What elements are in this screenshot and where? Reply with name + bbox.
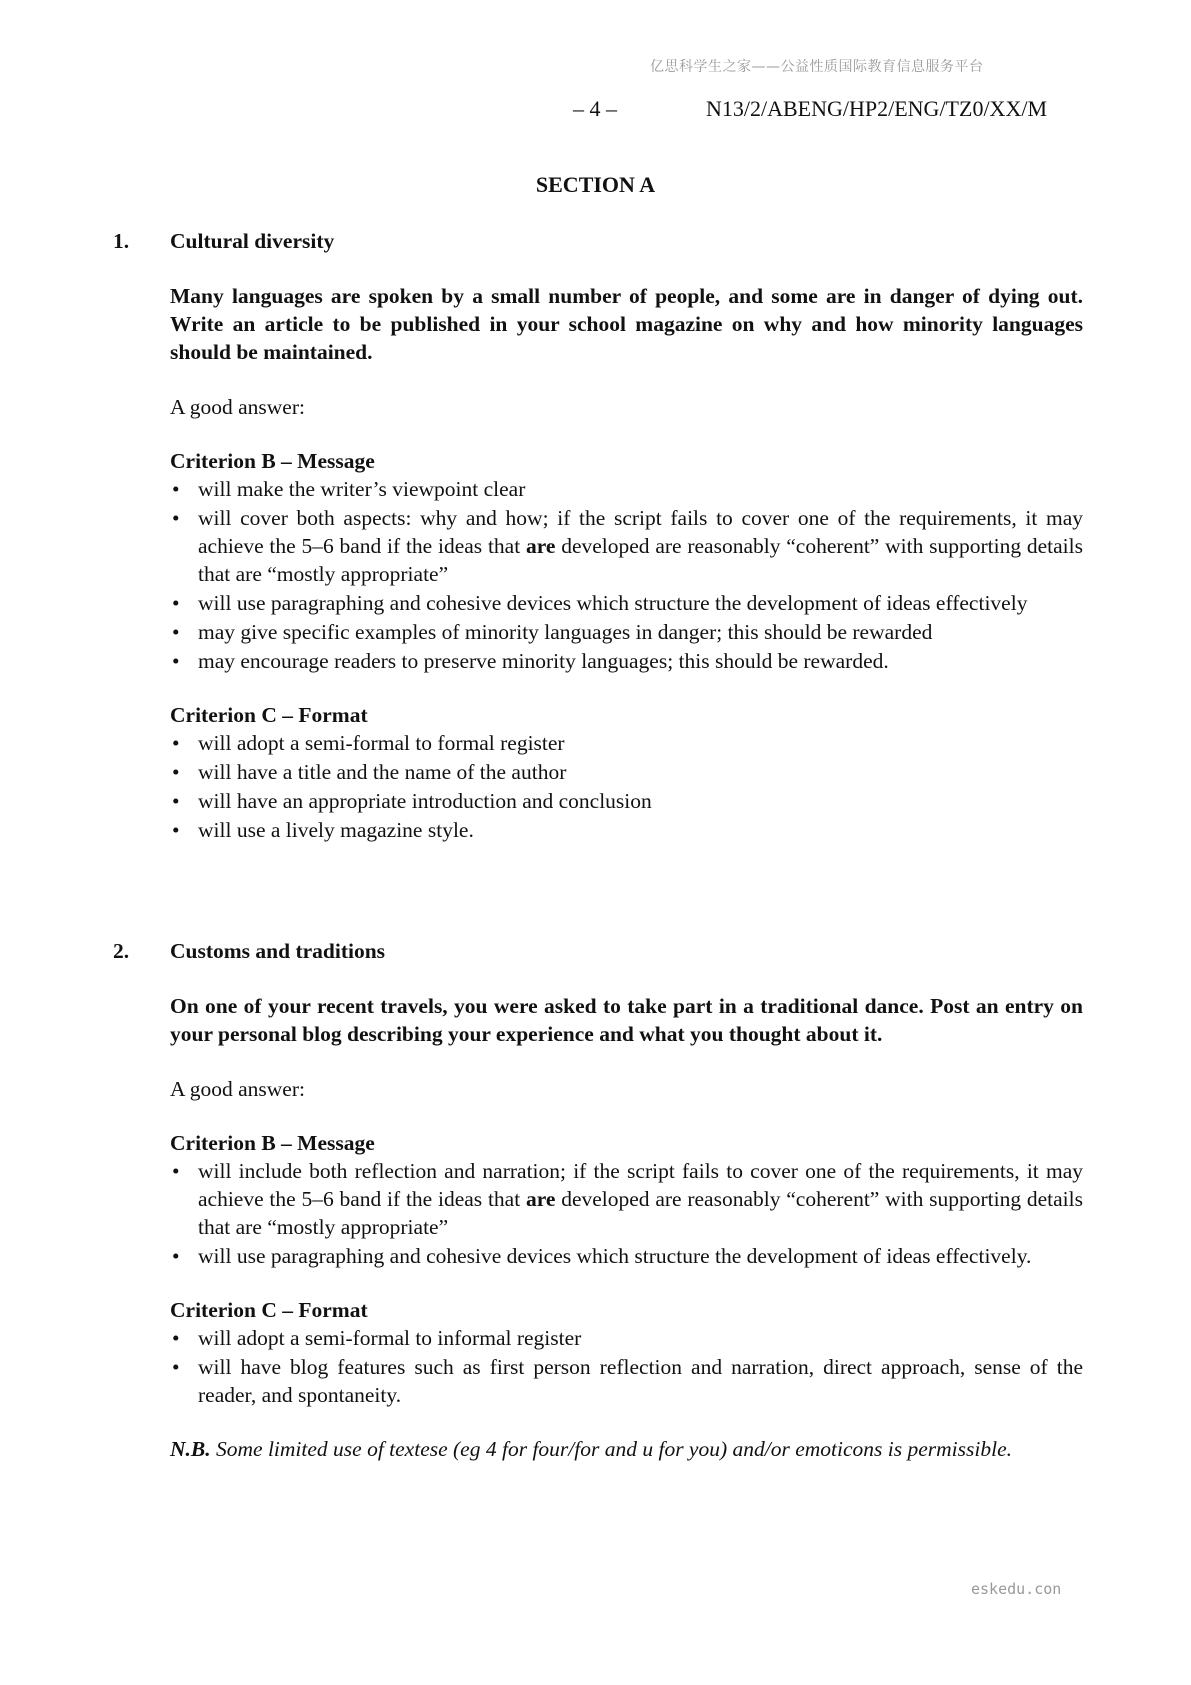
nota-bene-label: N.B. (170, 1437, 211, 1461)
list-item: • will make the writer’s viewpoint clear (172, 477, 526, 501)
question-title: Customs and traditions (170, 939, 386, 963)
question-number: 1. (113, 229, 130, 253)
bullet-icon: • (172, 1326, 180, 1350)
bullet-icon: • (172, 760, 180, 784)
watermark-bottom: eskedu.con (971, 1580, 1062, 1598)
question-prompt: Many languages are spoken by a small number of people, and some are in danger of dying out. Write an article to be published in your school magazine on why and how minority languages should be maintained. (170, 284, 1083, 364)
list-item: • will have an appropriate introduction and conclusion (172, 789, 652, 813)
list-item: • will adopt a semi-formal to formal register (172, 731, 565, 755)
criterion-c-list (170, 729, 1083, 844)
bullet-icon: • (172, 1355, 180, 1379)
bullet-icon: • (172, 477, 180, 501)
question-1 (113, 227, 1083, 870)
list-item: • will have a title and the name of the author (172, 760, 567, 784)
criterion-c-list (170, 1324, 1083, 1409)
list-item: • may encourage readers to preserve minority languages; this should be rewarded. (172, 649, 889, 673)
list-item: • will use a lively magazine style. (172, 818, 474, 842)
bullet-icon: • (172, 731, 180, 755)
criterion-c-title: Criterion C – Format (170, 1298, 368, 1322)
nota-bene-text: Some limited use of textese (eg 4 for four/for and u for you) and/or emoticons is permissible. (216, 1437, 1013, 1461)
criterion-b-list (170, 1157, 1083, 1270)
list-item: • will use paragraphing and cohesive devices which structure the development of ideas effectively (172, 591, 1028, 615)
list-item: • may give specific examples of minority languages in danger; this should be rewarded (172, 620, 933, 644)
list-item: • will have blog features such as first person reflection and narration, direct approach, sense of the reader, and spontaneity. (172, 1355, 1083, 1407)
question-heading (113, 937, 1083, 967)
question-title: Cultural diversity (170, 229, 335, 253)
bullet-icon: • (172, 591, 180, 615)
question-prompt: On one of your recent travels, you were asked to take part in a traditional dance. Post an entry on your personal blog describing your experience and what you thought about it. (170, 994, 1083, 1046)
question-heading (113, 227, 1083, 257)
list-item: • will cover both aspects: why and how; if the script fails to cover one of the requirements, it may achieve the 5–6 band if the ideas that are developed are reasonably “coherent” with supporting details that are “mostly appropriate” (172, 506, 1083, 586)
criterion-c-title: Criterion C – Format (170, 703, 368, 727)
section-heading: SECTION A (535, 172, 656, 197)
list-item: • will use paragraphing and cohesive devices which structure the development of ideas effectively. (172, 1244, 1032, 1268)
emphasis: are (525, 1187, 556, 1211)
nota-bene (170, 1435, 1083, 1463)
bullet-icon: • (172, 506, 180, 530)
criterion-b-title: Criterion B – Message (170, 1131, 375, 1155)
bullet-icon: • (172, 649, 180, 673)
page-header (0, 96, 1191, 126)
bullet-icon: • (172, 1244, 180, 1268)
answer-intro: A good answer: (170, 1077, 305, 1101)
criterion-b-list (170, 475, 1083, 675)
answer-intro: A good answer: (170, 395, 305, 419)
bullet-icon: • (172, 620, 180, 644)
bullet-icon: • (172, 818, 180, 842)
question-body (170, 992, 1083, 1463)
question-2 (113, 937, 1083, 1463)
page-number: – 4 – (573, 96, 617, 121)
document-code: N13/2/ABENG/HP2/ENG/TZ0/XX/M (706, 96, 1047, 121)
emphasis: are (525, 534, 556, 558)
list-item: • will adopt a semi-formal to informal register (172, 1326, 582, 1350)
list-item: • will include both reflection and narration; if the script fails to cover one of the requirements, it may achieve the 5–6 band if the ideas that are developed are reasonably “coherent” with supporting details that are “mostly appropriate” (172, 1159, 1083, 1239)
bullet-icon: • (172, 789, 180, 813)
bullet-icon: • (172, 1159, 180, 1183)
question-number: 2. (113, 939, 130, 963)
criterion-b-title: Criterion B – Message (170, 449, 375, 473)
watermark-top: 亿思科学生之家——公益性质国际教育信息服务平台 (650, 59, 984, 75)
question-body (170, 282, 1083, 844)
